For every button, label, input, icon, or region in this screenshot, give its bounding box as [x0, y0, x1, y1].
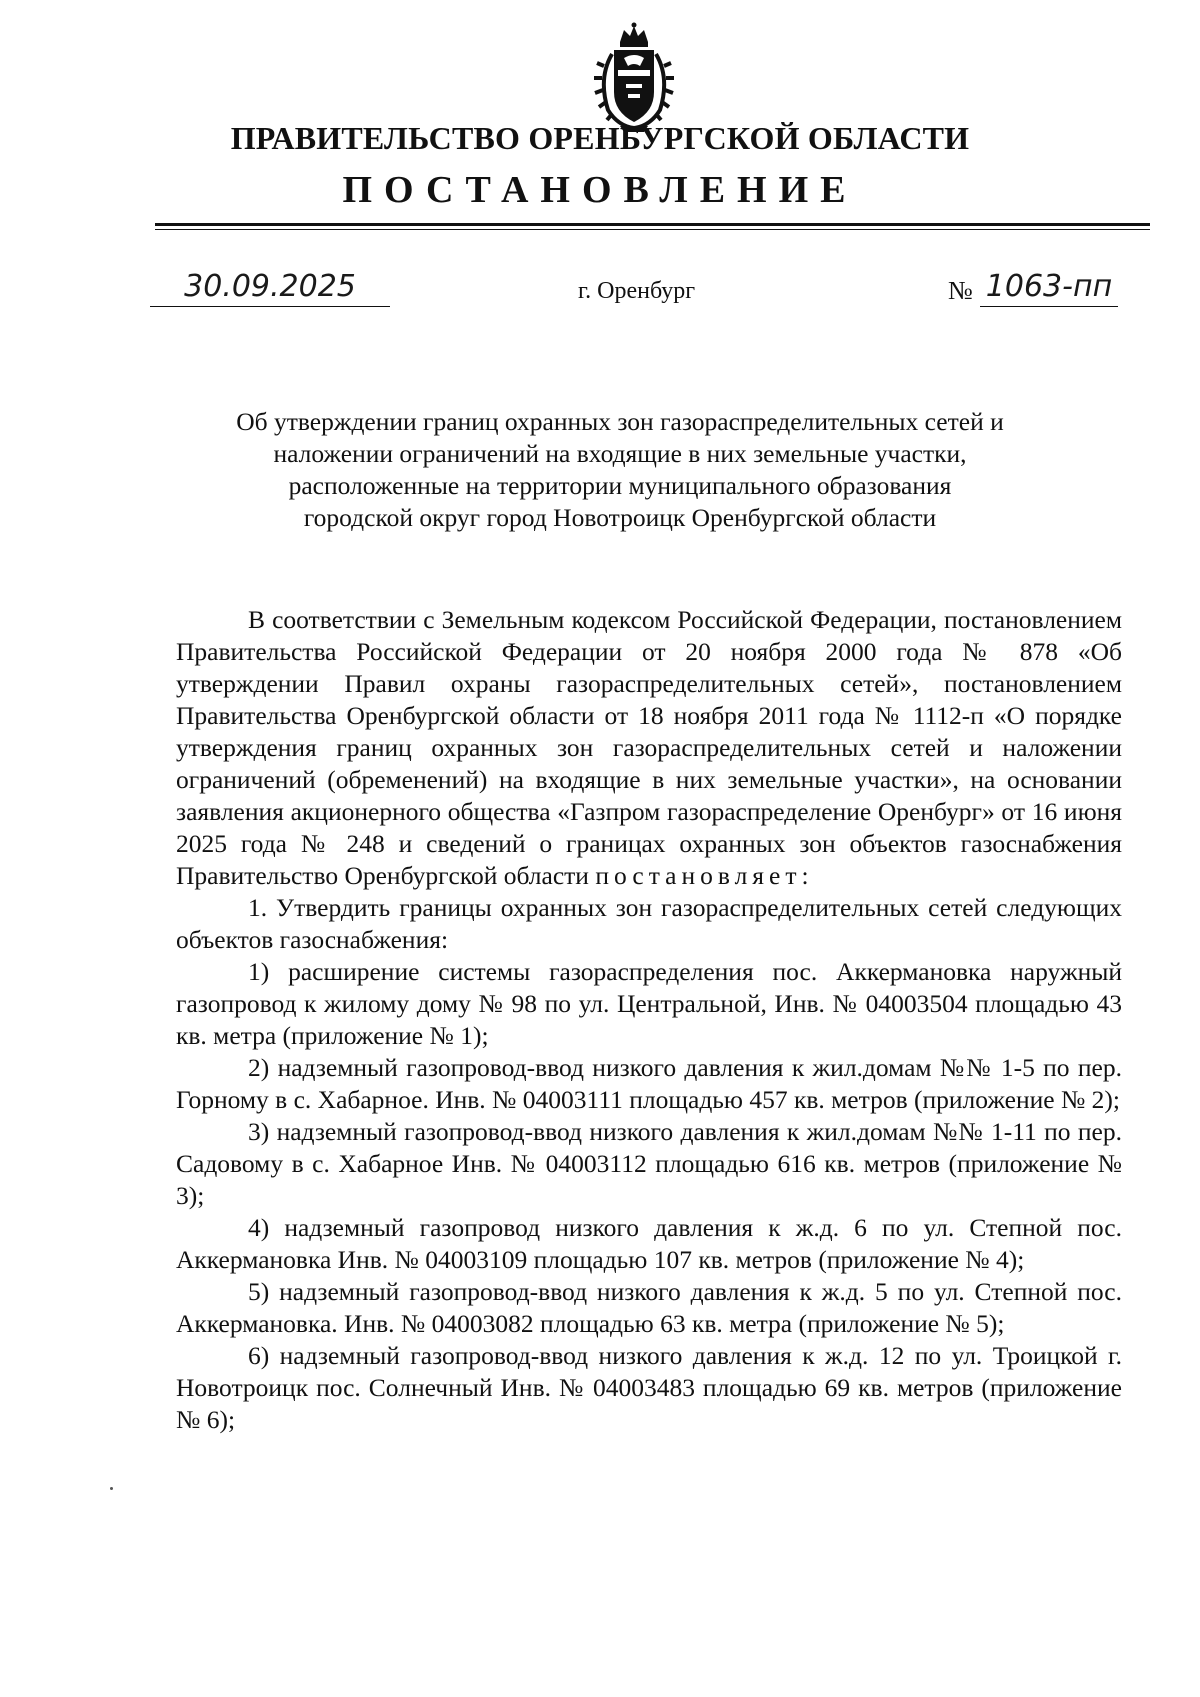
coat-of-arms-icon [590, 22, 678, 134]
document-number: 1063-пп [980, 268, 1118, 307]
title-line: наложении ограничений на входящие в них земельные участки, [273, 439, 967, 468]
decree-word: постановляет [595, 861, 802, 890]
list-item: 3) надземный газопровод-ввод низкого давления к жил.домам №№ 1-11 по пер. Садовому в с. Хабарное Инв. № 04003112 площадью 616 кв. метров (приложение № 3); [176, 1117, 1122, 1210]
decree-colon: : [801, 861, 809, 890]
title-line: Об утверждении границ охранных зон газораспределительных сетей и [236, 407, 1004, 436]
clause-1: 1. Утвердить границы охранных зон газораспределительных сетей следующих объектов газоснабжения: [176, 893, 1122, 954]
title-line: городской округ город Новотроицк Оренбургской области [303, 503, 937, 532]
title-line: расположенные на территории муниципального образования [288, 471, 952, 500]
document-body [176, 604, 1122, 1436]
document-date: 30.09.2025 [150, 268, 390, 307]
organization-name: ПРАВИТЕЛЬСТВО ОРЕНБУРГСКОЙ ОБЛАСТИ [230, 120, 970, 156]
list-item: 6) надземный газопровод-ввод низкого давления к ж.д. 12 по ул. Троицкой г. Новотроицк пос. Солнечный Инв. № 04003483 площадью 69 кв. метров (приложение № 6); [176, 1341, 1122, 1434]
scan-speck [110, 1487, 113, 1490]
list-item: 4) надземный газопровод низкого давления к ж.д. 6 по ул. Степной пос. Аккермановка Инв. № 04003109 площадью 107 кв. метров (приложение № 4); [176, 1213, 1122, 1274]
preamble-text: В соответствии с Земельным кодексом Российской Федерации, постановлением Правительства Российской Федерации от 20 ноября 2000 года № 878 «Об утверждении Правил охраны газораспределительных сетей», постановлением Правительства Оренбургской области от 18 ноября 2011 года № 1112-п «О порядке утверждения границ охранных зон газораспределительных сетей и наложении ограничений (обременений) на входящие в них земельные участки», на основании заявления акционерного общества «Газпром газораспределение Оренбург» от 16 июня 2025 года № 248 и сведений о границах охранных зон объектов газоснабжения Правительство Оренбургской области [176, 605, 1122, 890]
list-item: 5) надземный газопровод-ввод низкого давления к ж.д. 5 по ул. Степной пос. Аккермановка. Инв. № 04003082 площадью 63 кв. метра (приложение № 5); [176, 1277, 1122, 1338]
list-item: 1) расширение системы газораспределения пос. Аккермановка наружный газопровод к жилому дому № 98 по ул. Центральной, Инв. № 04003504 площадью 43 кв. метра (приложение № 1); [176, 957, 1122, 1050]
header-divider-thin [155, 229, 1150, 230]
list-item: 2) надземный газопровод-ввод низкого давления к жил.домам №№ 1-5 по пер. Горному в с. Хабарное. Инв. № 04003111 площадью 457 кв. метров (приложение № 2); [176, 1053, 1122, 1114]
document-city: г. Оренбург [578, 278, 696, 304]
document-type: ПОСТАНОВЛЕНИЕ [342, 169, 858, 211]
header-divider-thick [155, 223, 1150, 226]
preamble-paragraph [176, 604, 1122, 892]
document-number-label: № [948, 276, 973, 305]
document-title [160, 406, 1080, 534]
